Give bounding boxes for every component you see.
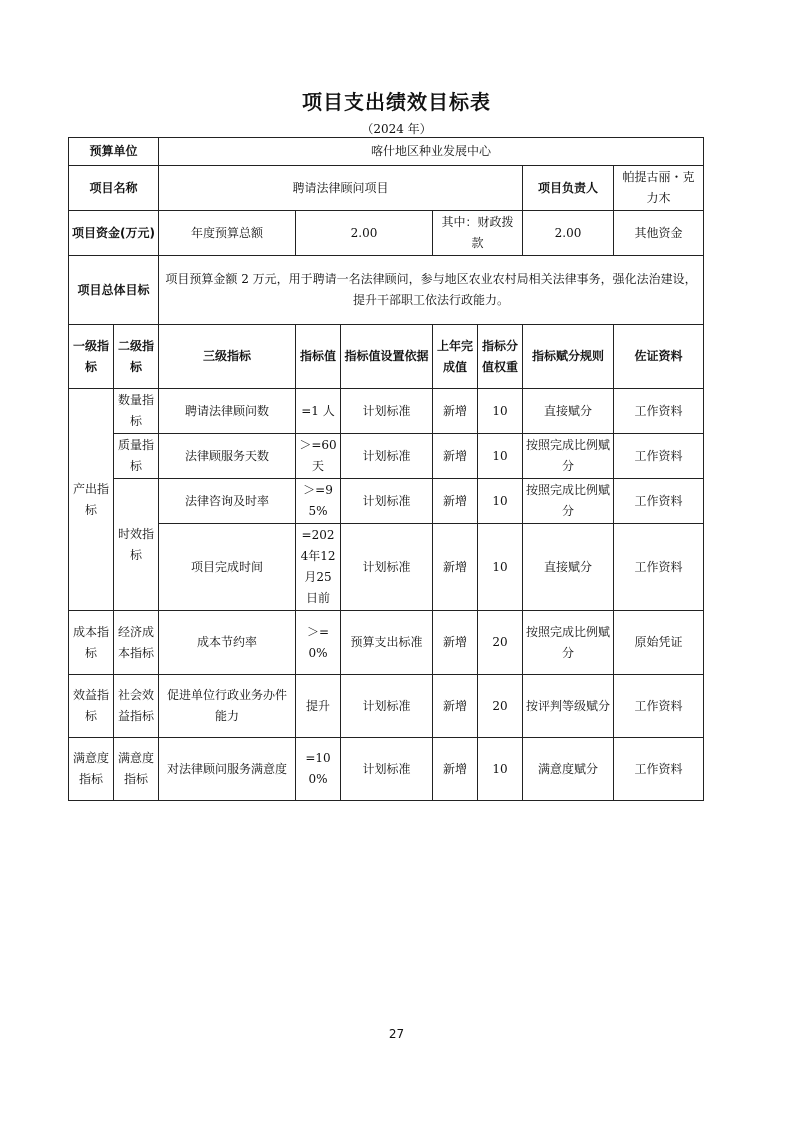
subgroup-quantity: 数量指标	[114, 389, 159, 434]
cell-last: 新增	[433, 675, 478, 738]
cell-value: =100%	[296, 738, 341, 801]
project-name-value: 聘请法律顾问项目	[159, 166, 523, 211]
table-row	[69, 738, 704, 801]
goal-label: 项目总体目标	[69, 256, 159, 325]
cell-last: 新增	[433, 611, 478, 675]
cell-weight: 10	[478, 389, 523, 434]
subgroup-social-benefit: 社会效益指标	[114, 675, 159, 738]
row-unit	[69, 138, 704, 166]
cell-value: =1 人	[296, 389, 341, 434]
cell-rule: 直接赋分	[523, 524, 614, 611]
cell-basis: 计划标准	[341, 738, 433, 801]
unit-label: 预算单位	[69, 138, 159, 166]
cell-basis: 预算支出标准	[341, 611, 433, 675]
project-name-label: 项目名称	[69, 166, 159, 211]
col-header-last: 上年完成值	[433, 325, 478, 389]
cell-weight: 10	[478, 738, 523, 801]
cell-weight: 10	[478, 434, 523, 479]
fund-label: 项目资金(万元)	[69, 211, 159, 256]
col-header-evidence: 佐证资料	[614, 325, 704, 389]
cell-l3: 成本节约率	[159, 611, 296, 675]
page-number: 27	[388, 1027, 405, 1041]
col-header-l1: 一级指标	[69, 325, 114, 389]
cell-weight: 20	[478, 611, 523, 675]
cell-value: ＞=0%	[296, 611, 341, 675]
cell-basis: 计划标准	[341, 389, 433, 434]
cell-evidence: 工作资料	[614, 675, 704, 738]
cell-last: 新增	[433, 389, 478, 434]
year-label: （2024 年）	[361, 122, 432, 136]
cell-weight: 10	[478, 524, 523, 611]
group-satisfaction: 满意度指标	[69, 738, 114, 801]
cell-value: 提升	[296, 675, 341, 738]
cell-l3: 对法律顾问服务满意度	[159, 738, 296, 801]
subgroup-timeliness: 时效指标	[114, 479, 159, 611]
cell-rule: 按评判等级赋分	[523, 675, 614, 738]
cell-l3: 项目完成时间	[159, 524, 296, 611]
cell-evidence: 工作资料	[614, 434, 704, 479]
annual-budget-value: 2.00	[296, 211, 433, 256]
cell-rule: 直接赋分	[523, 389, 614, 434]
row-goal	[69, 256, 704, 325]
subgroup-satisfaction: 满意度指标	[114, 738, 159, 801]
cell-basis: 计划标准	[341, 675, 433, 738]
page-title: 项目支出绩效目标表	[302, 90, 491, 114]
cell-basis: 计划标准	[341, 479, 433, 524]
col-header-value: 指标值	[296, 325, 341, 389]
row-project-name	[69, 166, 704, 211]
table-row	[69, 611, 704, 675]
cell-basis: 计划标准	[341, 524, 433, 611]
cell-rule: 按照完成比例赋分	[523, 479, 614, 524]
subgroup-quality: 质量指标	[114, 434, 159, 479]
cell-last: 新增	[433, 738, 478, 801]
cell-evidence: 工作资料	[614, 389, 704, 434]
table-row	[69, 434, 704, 479]
group-cost: 成本指标	[69, 611, 114, 675]
table-row	[69, 524, 704, 611]
group-benefit: 效益指标	[69, 675, 114, 738]
row-column-headers	[69, 325, 704, 389]
cell-l3: 法律顾服务天数	[159, 434, 296, 479]
group-output: 产出指标	[69, 389, 114, 611]
cell-evidence: 原始凭证	[614, 611, 704, 675]
fiscal-value: 2.00	[523, 211, 614, 256]
cell-rule: 按照完成比例赋分	[523, 434, 614, 479]
cell-basis: 计划标准	[341, 434, 433, 479]
cell-evidence: 工作资料	[614, 479, 704, 524]
cell-l3: 聘请法律顾问数	[159, 389, 296, 434]
cell-rule: 满意度赋分	[523, 738, 614, 801]
cell-last: 新增	[433, 524, 478, 611]
row-funds	[69, 211, 704, 256]
col-header-l2: 二级指标	[114, 325, 159, 389]
other-funds-label: 其他资金	[614, 211, 704, 256]
col-header-l3: 三级指标	[159, 325, 296, 389]
table-row	[69, 675, 704, 738]
cell-l3: 法律咨询及时率	[159, 479, 296, 524]
owner-label: 项目负责人	[523, 166, 614, 211]
owner-value: 帕提古丽・克力木	[614, 166, 704, 211]
cell-weight: 10	[478, 479, 523, 524]
annual-budget-label: 年度预算总额	[159, 211, 296, 256]
cell-evidence: 工作资料	[614, 524, 704, 611]
performance-target-table	[68, 137, 704, 801]
cell-value: =2024年12月25日前	[296, 524, 341, 611]
cell-evidence: 工作资料	[614, 738, 704, 801]
cell-value: ＞=95%	[296, 479, 341, 524]
cell-weight: 20	[478, 675, 523, 738]
goal-text: 项目预算金额 2 万元，用于聘请一名法律顾问，参与地区农业农村局相关法律事务，强化法治建设，提升干部职工依法行政能力。	[159, 256, 704, 325]
cell-last: 新增	[433, 434, 478, 479]
cell-rule: 按照完成比例赋分	[523, 611, 614, 675]
unit-value: 喀什地区种业发展中心	[159, 138, 704, 166]
fiscal-label: 其中：财政拨款	[433, 211, 523, 256]
cell-last: 新增	[433, 479, 478, 524]
col-header-basis: 指标值设置依据	[341, 325, 433, 389]
col-header-rule: 指标赋分规则	[523, 325, 614, 389]
cell-l3: 促进单位行政业务办件能力	[159, 675, 296, 738]
col-header-weight: 指标分值权重	[478, 325, 523, 389]
table-row	[69, 389, 704, 434]
table-row	[69, 479, 704, 524]
subgroup-economic-cost: 经济成本指标	[114, 611, 159, 675]
cell-value: ＞=60天	[296, 434, 341, 479]
